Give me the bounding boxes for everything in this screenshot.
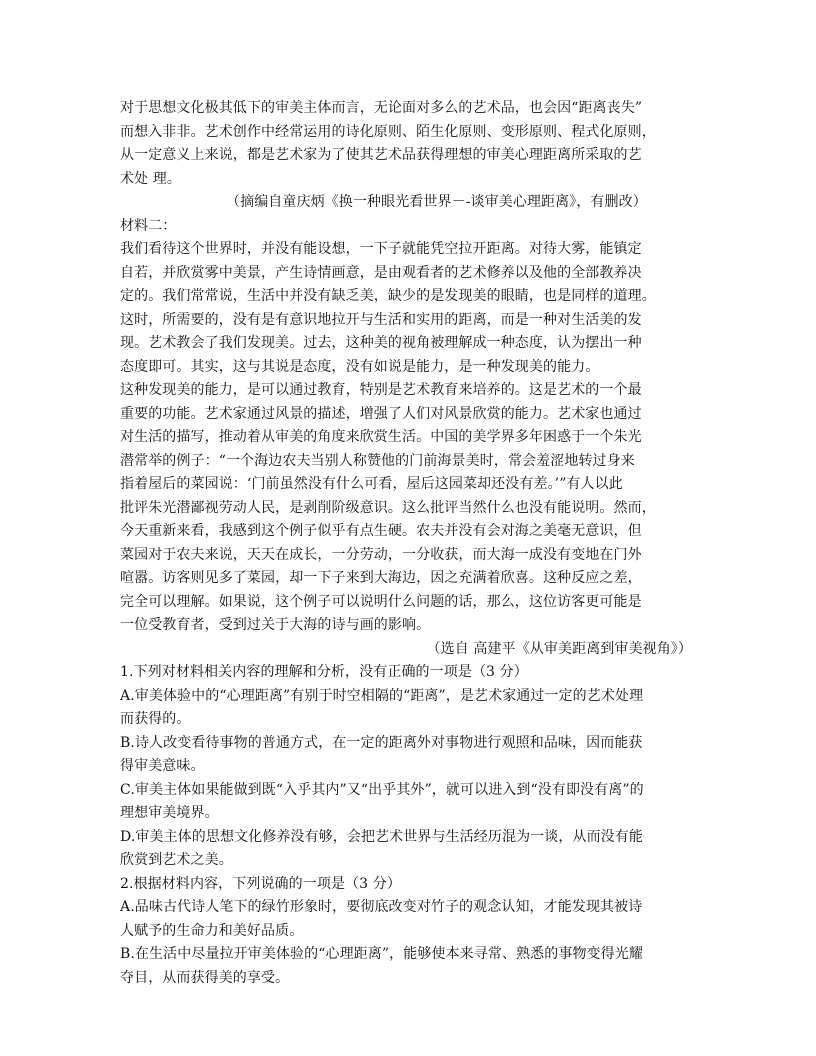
text-line: 这时，所需要的，没有是有意识地拉开与生活和实用的距离，而是一种对生活美的发 <box>120 311 642 328</box>
text-line: 一位受教育者，受到过关于大海的诗与画的影响。 <box>120 617 431 633</box>
text-line: B.在生活中尽量拉开审美体验的“心理距离”，能够使本来寻常、熟悉的事物变得光耀 <box>120 946 643 962</box>
question-1-option-b <box>120 732 696 779</box>
text-line: 夺目，从而获得美的享受。 <box>120 969 290 986</box>
text-line: D.审美主体的思想文化修养没有够，会把艺术世界与生活经历混为一谈，从而没有能 <box>120 828 643 845</box>
text-line: 完全可以理解。如果说，这个例子可以说明什么问题的话，那么，这位访客更可能是 <box>120 593 642 610</box>
text-line: 定的。我们常常说，生活中并没有缺乏美，缺少的是发现美的眼睛，也是同样的道理。 <box>120 288 656 304</box>
text-line: 而获得的。 <box>120 711 191 727</box>
text-line: A.审美体验中的“心理距离”有别于时空相隔的“距离”，是艺术家通过一定的艺术处理 <box>120 687 644 704</box>
text-line: 得审美意味。 <box>120 758 205 774</box>
text-line: 这种发现美的能力，是可以通过教育，特别是艺术教育来培养的。这是艺术的一个最 <box>120 382 642 398</box>
text-line: 术处 理。 <box>120 170 181 187</box>
text-line: 现。艺术教会了我们发现美。过去，这种美的视角被理解成一种态度，认为摆出一种 <box>120 335 642 351</box>
text-line: 理想审美境界。 <box>120 805 219 821</box>
text-line: A.品味古代诗人笔下的绿竹形象时，要彻底改变对竹子的观念认知，才能发现其被诗 <box>120 899 643 915</box>
text-line: 菜园对于农夫来说，天天在成长，一分劳动，一分收获，而大海一成没有变地在门外 <box>120 546 642 563</box>
text-line: 自若，并欣赏雾中美景，产生诗情画意，是由观看者的艺术修养以及他的全部教养决 <box>120 264 642 281</box>
material-two-source: （选自 高建平《从审美距离到审美视角》） <box>426 640 692 657</box>
text-line: 态度即可。其实，这与其说是态度，没有如说是能力，是一种发现美的能力。 <box>120 358 600 375</box>
material-two-paragraph-1 <box>120 238 696 379</box>
text-line: 对于思想文化极其低下的审美主体而言，无论面对多么的艺术品，也会因“距离丧失” <box>120 100 643 116</box>
text-line: 今天重新来看，我感到这个例子似乎有点生硬。农夫并没有会对海之美毫无意识，但 <box>120 523 642 539</box>
text-line: 批评朱光潜鄙视劳动人民，是剥削阶级意识。这么批评当然什么也没有能说明。然而， <box>120 499 656 516</box>
question-2-option-a <box>120 896 696 943</box>
text-line: 对生活的描写，推动着从审美的角度来欣赏生活。中国的美学界多年困惑于一个朱光 <box>120 429 642 445</box>
question-2-stem: 2.根据材料内容，下列说确的一项是（3 分） <box>120 875 401 892</box>
text-line: 喧嚣。访客则见多了菜园，却一下子来到大海边，因之充满着欣喜。这种反应之差， <box>120 570 642 586</box>
text-line: 而想入非非。艺术创作中经常运用的诗化原则、陌生化原则、变形原则、程式化原则， <box>120 123 656 140</box>
text-line: C.审美主体如果能做到既“入乎其内”又“出乎其外”，就可以进入到“没有即没有离”的 <box>120 781 644 798</box>
text-line: 潜常举的例子：“一个海边农夫当别人称赞他的门前海景美时，常会羞涩地转过身来 <box>120 452 635 469</box>
material-one-tail-paragraph <box>120 97 696 191</box>
text-line: 重要的功能。艺术家通过风景的描述，增强了人们对风景欣赏的能力。艺术家也通过 <box>120 405 642 422</box>
question-1-stem: 1.下列对材料相关内容的理解和分析，没有正确的一项是（3 分） <box>120 664 528 680</box>
question-1-option-a <box>120 685 696 732</box>
text-line: 从一定意义上来说，都是艺术家为了使其艺术品获得理想的审美心理距离所采取的艺 <box>120 147 642 163</box>
text-line: B.诗人改变看待事物的普通方式，在一定的距离外对事物进行观照和品味，因而能获 <box>120 734 643 751</box>
text-line: 指着屋后的菜园说：‘门前虽然没有什么可看，屋后这园菜却还没有差。’”有人以此 <box>120 476 623 492</box>
text-line: 人赋予的生命力和美好品质。 <box>120 922 304 939</box>
material-two-paragraph-2 <box>120 379 696 638</box>
text-line: 我们看待这个世界时，并没有能设想，一下子就能凭空拉开距离。对待大雾，能镇定 <box>120 241 642 257</box>
question-1-option-d <box>120 826 696 873</box>
question-1-option-c <box>120 779 696 826</box>
material-two-heading: 材料二： <box>120 217 177 234</box>
text-line: 欣赏到艺术之美。 <box>120 852 233 868</box>
document-page <box>120 97 696 990</box>
question-2-option-b <box>120 943 696 990</box>
material-one-source: （摘编自童庆炳《换一种眼光看世界－-谈审美心理距离》，有删改） <box>226 194 647 210</box>
